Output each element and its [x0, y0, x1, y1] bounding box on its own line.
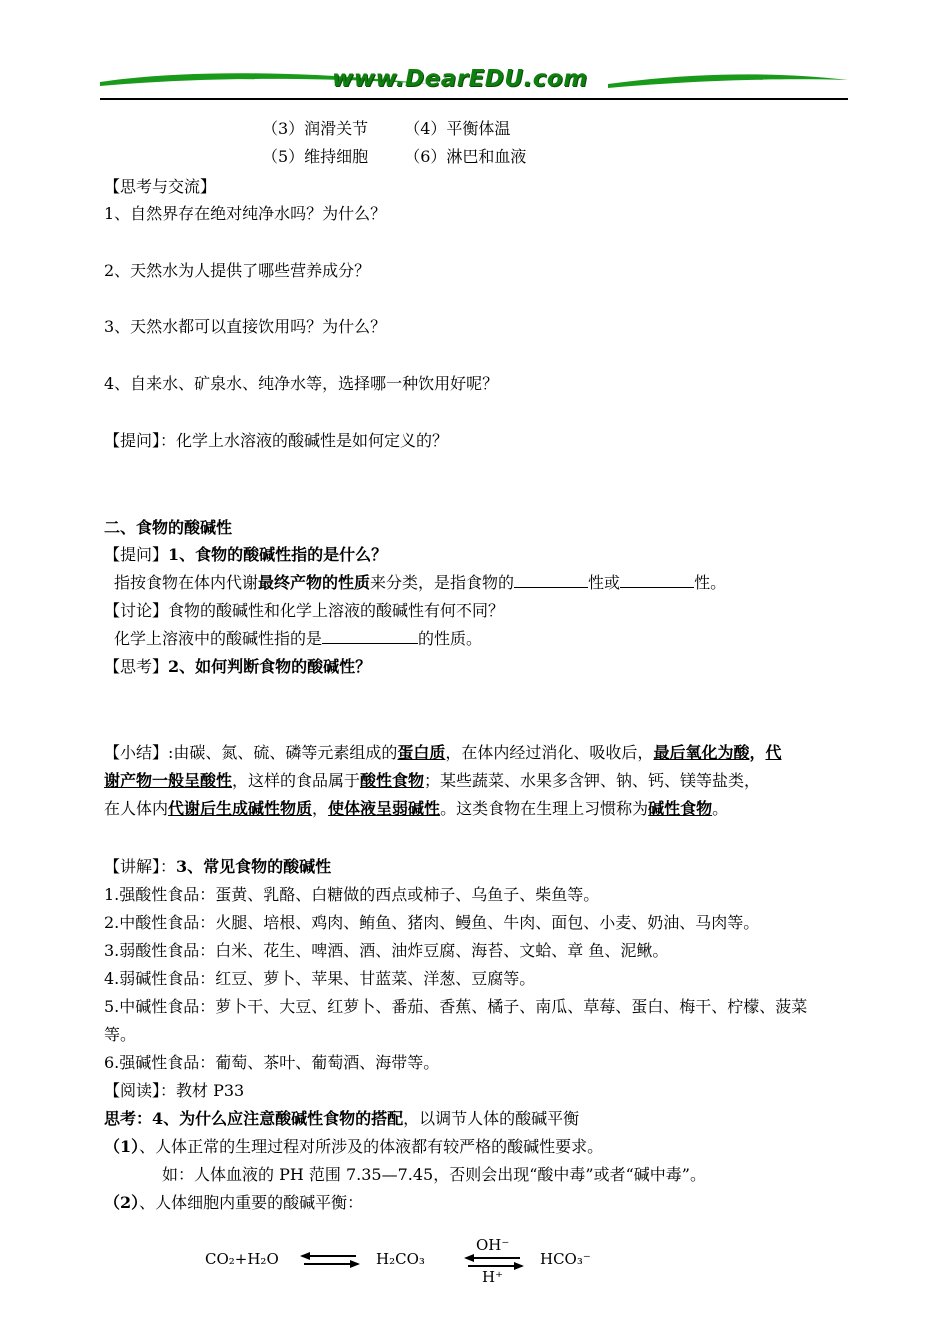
list-item: [262, 118, 510, 140]
fill-blank: [322, 629, 418, 644]
food-item: 4.弱碱性食品：红豆、萝卜、苹果、甘蓝菜、洋葱、豆腐等。: [104, 969, 536, 988]
list-item: [262, 146, 526, 168]
key-term: 代: [765, 743, 782, 762]
text: 性。: [694, 573, 727, 592]
question: [104, 656, 371, 678]
food-item: 3.弱酸性食品：白米、花生、啤酒、酒、油炸豆腐、海苔、文蛤、章 鱼、泥鳅。: [104, 941, 669, 960]
header-rule: [100, 98, 848, 100]
definition: [114, 572, 726, 594]
text: ，: [312, 799, 329, 818]
question: 【提问】：化学上水溶液的酸碱性是如何定义的？: [104, 431, 449, 450]
swoosh-right-icon: [608, 68, 848, 90]
question: 2、天然水为人提供了哪些营养成分？: [104, 261, 371, 280]
question: [104, 544, 387, 566]
text: ；某些蔬菜、水果多含钾、钠、钙、镁等盐类，: [424, 771, 761, 790]
key-term: 谢产物一般呈酸性: [104, 771, 233, 790]
tag: （2）: [104, 1193, 140, 1212]
lecture-heading: [104, 856, 331, 878]
tag: （1）: [104, 1137, 140, 1156]
item-text: （6）淋巴和血液: [404, 147, 527, 166]
text: 【小结】:由碳、氮、硫、磷等元素组成的: [104, 743, 398, 762]
question: [104, 1108, 579, 1130]
tag: 【提问】: [104, 545, 169, 564]
reading-note: 【阅读】：教材 P33: [104, 1081, 245, 1100]
tag: 【讲解】：: [104, 857, 177, 876]
text: ，: [749, 743, 766, 762]
item-text: （4）平衡体温: [404, 119, 511, 138]
text: 来分类，是指食物的: [370, 573, 515, 592]
food-item: 2.中酸性食品：火腿、培根、鸡肉、鲔鱼、猪肉、鳗鱼、牛肉、面包、小麦、奶油、马肉等。: [104, 913, 760, 932]
text: 在人体内: [104, 799, 169, 818]
food-item: 5.中碱性食品：萝卜干、大豆、红萝卜、番茄、香蕉、橘子、南瓜、草莓、蛋白、梅干、柠檬、菠菜: [104, 997, 808, 1016]
page-header: [100, 62, 848, 104]
question: 3、天然水都可以直接饮用吗？为什么？: [104, 317, 387, 336]
text: 、人体细胞内重要的酸碱平衡：: [139, 1193, 364, 1212]
summary-line: [104, 742, 781, 764]
discussion: [104, 600, 504, 622]
item-text: （3）润滑关节: [262, 119, 369, 138]
tag: 【讨论】: [104, 601, 169, 620]
item-text: （5）维持细胞: [262, 147, 369, 166]
summary-line: [104, 798, 728, 820]
key-term: 蛋白质: [397, 743, 446, 762]
question-text: 2、如何判断食物的酸碱性？: [168, 657, 372, 676]
equation-right: HCO₃⁻: [540, 1250, 591, 1268]
question-text: 思考：4、为什么应注意酸碱性食物的搭配: [104, 1109, 404, 1128]
text: 食物的酸碱性和化学上溶液的酸碱性有何不同？: [168, 601, 505, 620]
key-term: 最后氧化为酸: [653, 743, 750, 762]
key-term: 酸性食物: [360, 771, 425, 790]
section-label: 【思考与交流】: [104, 177, 217, 196]
section-heading: 二、食物的酸碱性: [104, 518, 233, 537]
text: ，这样的食品属于: [232, 771, 361, 790]
summary-line: [104, 770, 760, 792]
question-text: 1、食物的酸碱性指的是什么？: [168, 545, 388, 564]
text: 化学上溶液中的酸碱性指的是: [114, 629, 323, 648]
text: ，在体内经过消化、吸收后，: [445, 743, 654, 762]
equation-mid: H₂CO₃: [376, 1250, 425, 1268]
reagent-h: H⁺: [482, 1268, 503, 1286]
key-term: 使体液呈弱碱性: [328, 799, 441, 818]
food-item: 1.强酸性食品：蛋黄、乳酪、白糖做的西点或柿子、乌鱼子、柴鱼等。: [104, 885, 600, 904]
bold-text: 最终产物的性质: [258, 573, 371, 592]
chem-definition: [114, 628, 482, 650]
text: 性或: [588, 573, 621, 592]
text: 、人体正常的生理过程对所涉及的体液都有较严格的酸碱性要求。: [139, 1137, 604, 1156]
text: 。这类食物在生理上习惯称为: [440, 799, 649, 818]
tag: 【思考】: [104, 657, 169, 676]
text: ，以调节人体的酸碱平衡: [403, 1109, 580, 1128]
fill-blank: [514, 573, 588, 588]
text: 的性质。: [418, 629, 483, 648]
heading-text: 3、常见食物的酸碱性: [176, 857, 332, 876]
fill-blank: [620, 573, 694, 588]
reagent-oh: OH⁻: [476, 1236, 510, 1254]
equation-left: CO₂+H₂O: [205, 1250, 279, 1268]
question: 1、自然界存在绝对纯净水吗？为什么？: [104, 204, 387, 223]
equilibrium-arrow-icon: [300, 1250, 360, 1270]
question: 4、自来水、矿泉水、纯净水等，选择哪一种饮用好呢？: [104, 374, 499, 393]
point: [104, 1192, 363, 1214]
text: 。: [712, 799, 729, 818]
example: 如：人体血液的 PH 范围 7.35—7.45，否则会出现“酸中毒”或者“碱中毒”。: [162, 1165, 706, 1184]
food-item: 6.强碱性食品：葡萄、茶叶、葡萄酒、海带等。: [104, 1053, 440, 1072]
key-term: 代谢后生成碱性物质: [168, 799, 313, 818]
point: [104, 1136, 603, 1158]
key-term: 碱性食物: [648, 799, 713, 818]
text: 指按食物在体内代谢: [114, 573, 259, 592]
food-item: 等。: [104, 1025, 137, 1044]
site-logo[interactable]: www.DearEDU.com: [332, 66, 588, 92]
